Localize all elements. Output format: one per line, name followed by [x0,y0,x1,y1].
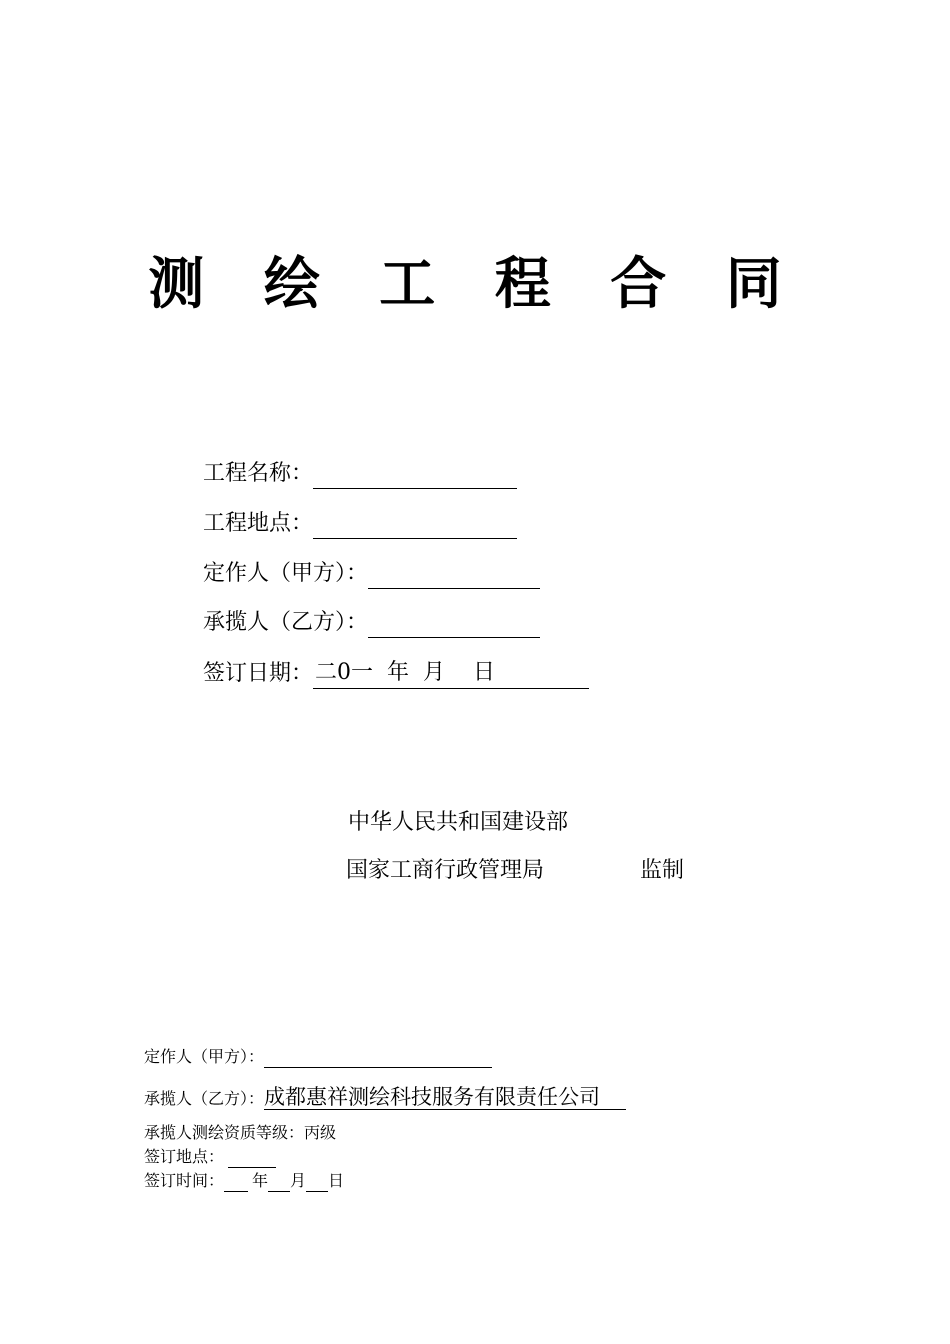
supervision-label: 监制 [640,858,685,883]
project-location-row [203,509,517,539]
sign-time-month-blank [268,1174,290,1192]
footer-party-a-row [144,1046,492,1068]
project-name-label: 工程名称： [203,461,314,486]
issuer-line-2: 国家工商行政管理局 [346,858,545,883]
footer-party-a-blank [264,1050,492,1068]
issuer-line-1: 中华人民共和国建设部 [348,810,569,835]
sign-date-value: 二0一 年 月 日 [313,658,589,689]
sign-date-label: 签订日期： [203,661,314,686]
footer-party-a-label: 定作人（甲方）： [144,1047,265,1066]
sign-time-label: 签订时间： [144,1171,225,1190]
project-name-blank [313,464,517,489]
sign-time-year-blank [224,1174,248,1192]
project-name-row [203,459,517,489]
sign-place-label: 签订地点： [144,1147,225,1166]
sign-place-row [144,1146,276,1168]
footer-party-b-row [144,1083,626,1113]
sign-time-day-blank [306,1174,328,1192]
sign-date-row [203,658,589,689]
project-location-blank [313,514,517,539]
day-char: 日 [328,1171,345,1190]
document-title: 测 绘 工 程 合 同 [148,252,802,317]
footer-party-b-label: 承揽人（乙方）： [144,1089,265,1108]
party-a-row [203,559,540,589]
party-b-row [203,608,540,638]
footer-party-b-company: 成都惠祥测绘科技服务有限责任公司 [264,1085,626,1110]
qualification-line: 承揽人测绘资质等级：丙级 [144,1123,337,1142]
project-location-label: 工程地点： [203,511,314,536]
party-b-label: 承揽人（乙方）： [203,610,369,635]
sign-time-row [144,1170,344,1192]
month-char: 月 [290,1171,307,1190]
sign-place-blank [228,1150,276,1168]
party-b-blank [368,613,540,638]
year-char: 年 [252,1171,269,1190]
party-a-blank [368,564,540,589]
party-a-label: 定作人（甲方）： [203,561,369,586]
